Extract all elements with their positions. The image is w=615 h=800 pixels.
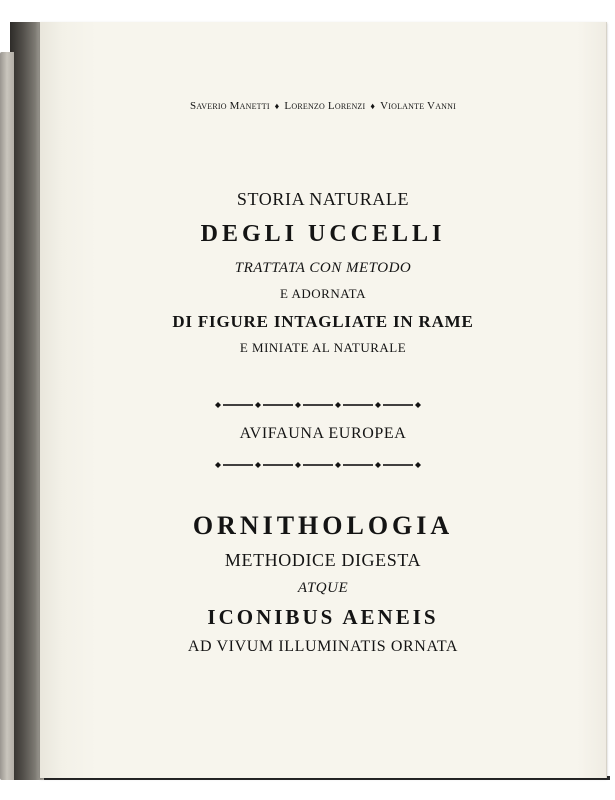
ornament-rule-bottom (40, 460, 606, 470)
author-name: Lorenzo Lorenzi (284, 100, 366, 112)
author-separator: ♦ (274, 101, 280, 111)
latin-title-ornithologia: ORNITHOLOGIA (192, 511, 454, 540)
title-page (40, 22, 607, 778)
authors-line (40, 100, 606, 112)
title-line-storia-naturale: STORIA NATURALE (236, 189, 410, 209)
author-separator: ♦ (370, 101, 376, 111)
latin-line-ad-vivum: AD VIVUM ILLUMINATIS ORNATA (187, 638, 459, 655)
latin-line-atque: ATQUE (297, 580, 349, 596)
ornament-rule-top (40, 400, 606, 410)
title-line-miniate: E MINIATE AL NATURALE (239, 340, 407, 355)
subtitle-avifauna: AVIFAUNA EUROPEA (239, 425, 407, 442)
book-cover-edge (0, 52, 14, 780)
title-line-degli-uccelli: DEGLI UCCELLI (200, 221, 446, 247)
latin-line-methodice: METHODICE DIGESTA (224, 550, 422, 570)
title-line-trattata: TRATTATA CON METODO (234, 260, 412, 276)
author-name: Violante Vanni (380, 100, 456, 112)
title-line-adornata: E ADORNATA (280, 286, 366, 301)
open-book (0, 22, 608, 780)
latin-line-iconibus: ICONIBUS AENEIS (207, 605, 439, 629)
title-line-figure-intagliate: DI FIGURE INTAGLIATE IN RAME (172, 312, 474, 331)
author-name: Saverio Manetti (190, 100, 270, 112)
